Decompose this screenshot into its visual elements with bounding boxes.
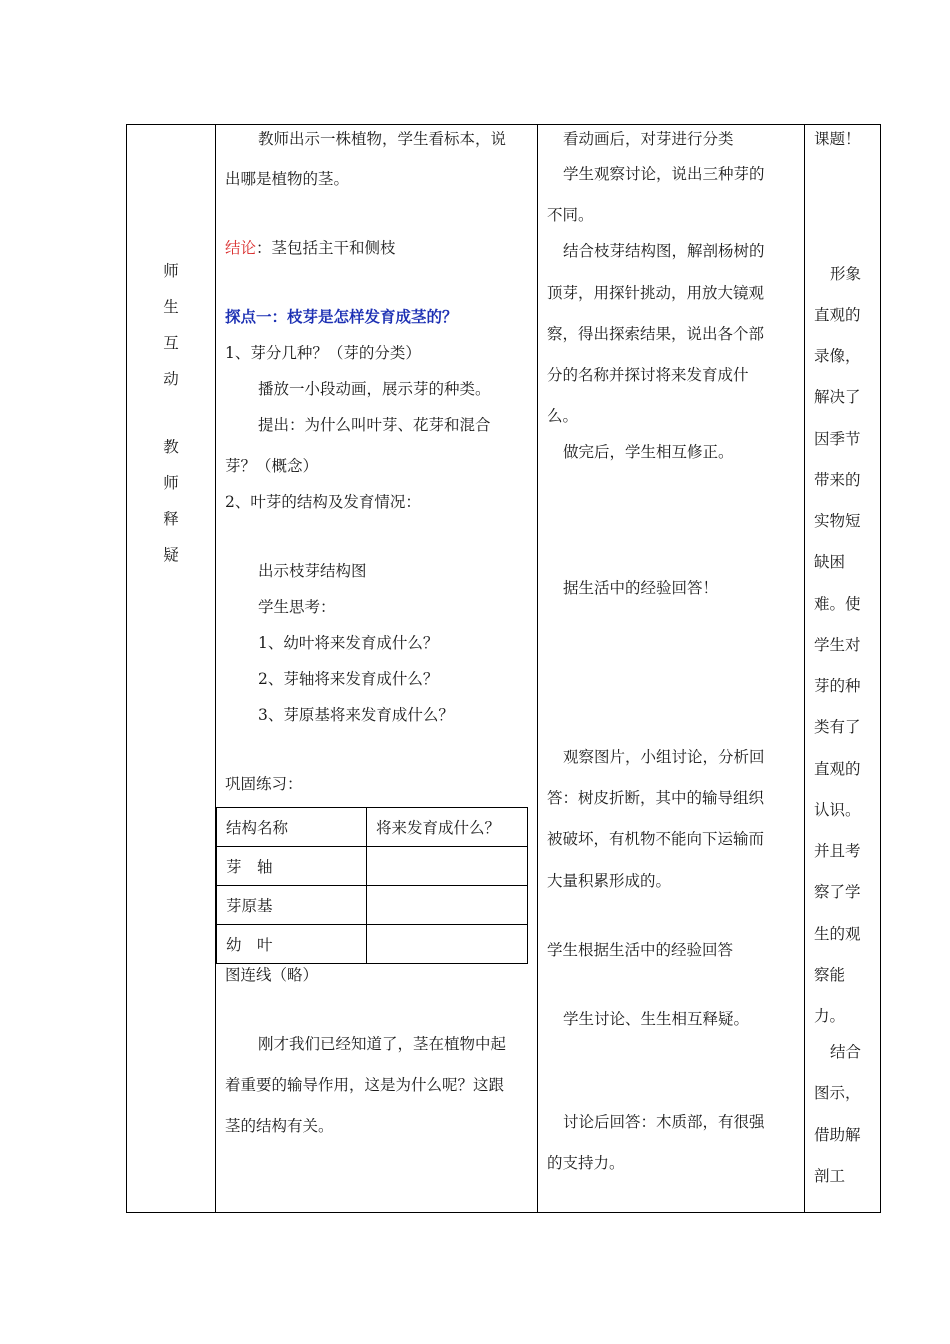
intent-text: 课题！ bbox=[814, 130, 861, 148]
student-text: 学生观察讨论，说出三种芽的 bbox=[563, 165, 765, 183]
stage-char: 动 bbox=[163, 370, 179, 388]
intent-text: 因季节 bbox=[814, 430, 861, 448]
table-cell: 芽原基 bbox=[217, 886, 367, 925]
intent-text: 学生对 bbox=[814, 636, 861, 654]
intent-text: 并且考 bbox=[814, 842, 861, 860]
teacher-text: 出哪是植物的茎。 bbox=[225, 170, 350, 188]
think-question: 3、芽原基将来发育成什么？ bbox=[258, 706, 454, 724]
student-text: 做完后，学生相互修正。 bbox=[563, 443, 734, 461]
stage-char: 互 bbox=[163, 334, 179, 352]
table-answer-cell bbox=[367, 925, 528, 964]
student-text: 大量积累形成的。 bbox=[547, 872, 672, 890]
stage-char: 师 bbox=[163, 262, 179, 280]
stage-char: 释 bbox=[163, 510, 179, 528]
teacher-text: 提出：为什么叫叶芽、花芽和混合 bbox=[258, 416, 491, 434]
student-text: 的支持力。 bbox=[547, 1154, 625, 1172]
intent-text: 察了学 bbox=[814, 883, 861, 901]
intent-text: 缺困 bbox=[814, 553, 846, 571]
intent-text: 实物短 bbox=[814, 512, 861, 530]
student-text: 结合枝芽结构图，解剖杨树的 bbox=[563, 242, 765, 260]
intent-text: 难。使 bbox=[814, 595, 861, 613]
think-question: 1、幼叶将来发育成什么？ bbox=[258, 634, 439, 652]
student-text: 分的名称并探讨将来发育成什 bbox=[547, 366, 749, 384]
intent-text: 录像， bbox=[814, 347, 861, 365]
student-text: 答：树皮折断，其中的输导组织 bbox=[547, 789, 765, 807]
question-2: 2、叶芽的结构及发育情况： bbox=[225, 493, 421, 511]
teacher-text: 教师出示一株植物，学生看标本，说 bbox=[258, 130, 507, 148]
table-cell: 芽 轴 bbox=[217, 847, 367, 886]
student-text: 学生根据生活中的经验回答 bbox=[547, 941, 734, 959]
stage-char: 师 bbox=[163, 474, 179, 492]
practice-table bbox=[216, 807, 528, 964]
explore-heading: 探点一：枝芽是怎样发育成茎的？ bbox=[225, 307, 458, 326]
intent-text: 结合 bbox=[830, 1043, 862, 1061]
think-question: 2、芽轴将来发育成什么？ bbox=[258, 670, 439, 688]
conclusion-label: 结论 bbox=[225, 239, 257, 257]
table-row bbox=[217, 808, 528, 847]
student-text: 察，得出探索结果，说出各个部 bbox=[547, 325, 765, 343]
intent-text: 解决了 bbox=[814, 388, 861, 406]
teacher-text: 着重要的输导作用，这是为什么呢？这跟 bbox=[225, 1076, 505, 1094]
conclusion-text: ：茎包括主干和侧枝 bbox=[256, 239, 396, 257]
intent-text: 图示， bbox=[814, 1084, 861, 1102]
table-header-cell: 将来发育成什么？ bbox=[367, 808, 528, 847]
student-text: 观察图片，小组讨论，分析回 bbox=[563, 748, 765, 766]
practice-label: 巩固练习： bbox=[225, 775, 303, 793]
column-divider-3 bbox=[804, 124, 805, 1213]
table-cell: 幼 叶 bbox=[217, 925, 367, 964]
intent-text: 生的观 bbox=[814, 925, 861, 943]
table-row bbox=[217, 886, 528, 925]
intent-text: 借助解 bbox=[814, 1126, 861, 1144]
student-text: 讨论后回答：木质部，有很强 bbox=[563, 1113, 765, 1131]
table-row bbox=[217, 847, 528, 886]
teacher-text: 芽？（概念） bbox=[225, 457, 319, 475]
intent-text: 带来的 bbox=[814, 471, 861, 489]
intent-text: 直观的 bbox=[814, 306, 861, 324]
intent-text: 直观的 bbox=[814, 760, 861, 778]
stage-char: 教 bbox=[163, 438, 179, 456]
table-answer-cell bbox=[367, 886, 528, 925]
table-header-cell: 结构名称 bbox=[217, 808, 367, 847]
column-divider-1 bbox=[215, 124, 216, 1213]
intent-text: 认识。 bbox=[814, 801, 861, 819]
column-divider-2 bbox=[537, 124, 538, 1213]
table-row bbox=[217, 925, 528, 964]
student-text: 不同。 bbox=[547, 206, 594, 224]
intent-text: 形象 bbox=[830, 265, 862, 283]
student-text: 被破坏，有机物不能向下运输而 bbox=[547, 830, 765, 848]
intent-text: 类有了 bbox=[814, 718, 861, 736]
intent-text: 力。 bbox=[814, 1007, 846, 1025]
student-text: 顶芽，用探针挑动，用放大镜观 bbox=[547, 284, 765, 302]
stage-char: 生 bbox=[163, 298, 179, 316]
intent-text: 剖工 bbox=[814, 1167, 846, 1185]
teacher-text: 刚才我们已经知道了，茎在植物中起 bbox=[258, 1035, 507, 1053]
teacher-text: 播放一小段动画，展示芽的种类。 bbox=[258, 380, 491, 398]
student-text: 据生活中的经验回答！ bbox=[563, 579, 719, 597]
teacher-text: 茎的结构有关。 bbox=[225, 1117, 334, 1135]
teacher-text: 出示枝芽结构图 bbox=[258, 562, 367, 580]
student-text: 么。 bbox=[547, 407, 579, 425]
table-answer-cell bbox=[367, 847, 528, 886]
student-text: 学生讨论、生生相互释疑。 bbox=[563, 1010, 750, 1028]
teacher-text: 学生思考： bbox=[258, 598, 336, 616]
intent-text: 察能 bbox=[814, 966, 846, 984]
student-text: 看动画后，对芽进行分类 bbox=[563, 130, 734, 148]
conclusion-line bbox=[225, 239, 396, 257]
teacher-text: 图连线（略） bbox=[225, 966, 319, 984]
stage-char: 疑 bbox=[163, 546, 179, 564]
intent-text: 芽的种 bbox=[814, 677, 861, 695]
question-1: 1、芽分几种？（芽的分类） bbox=[225, 344, 421, 362]
